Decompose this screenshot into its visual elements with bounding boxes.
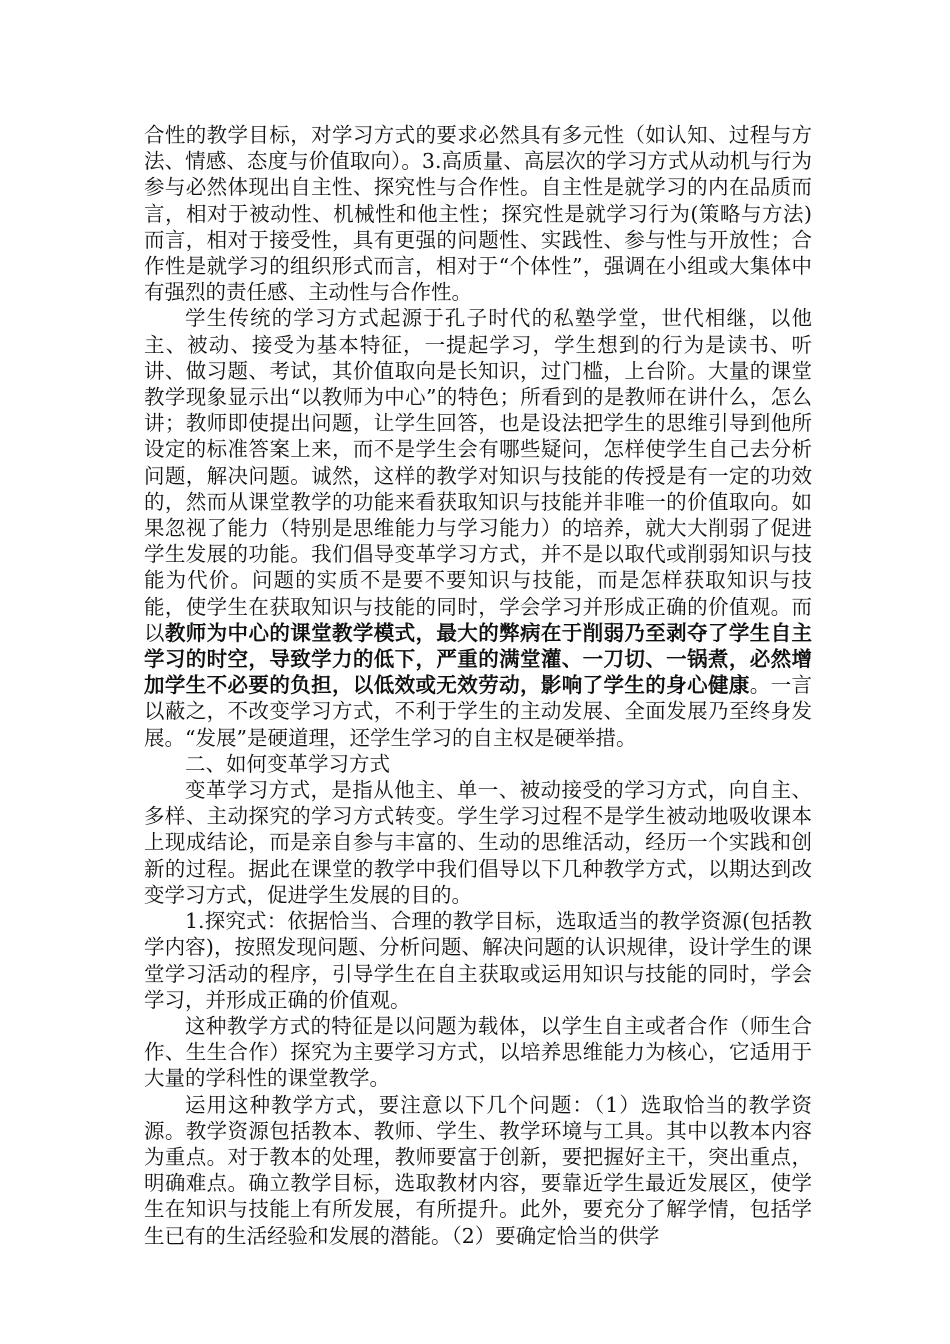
paragraph-traditional-learning [144, 305, 812, 750]
paragraph-method-issues: 运用这种教学方式，要注意以下几个问题：（1）选取恰当的教学资源。教学资源包括教本、教师、学生、教学环境与工具。其中以教本内容为重点。对于教本的处理，教师要富于创新，要把握好主干，突出重点，明确难点。确立教学目标，选取教材内容，要靠近学生最近发展区，使学生在知识与技能上有所发展，有所提升。此外，要充分了解学情，包括学生已有的生活经验和发展的潜能。（2）要确定恰当的供学 [144, 1092, 812, 1248]
emphasized-text: 教师为中心的课堂教学模式，最大的弊病在于削弱乃至剥夺了学生自主学习的时空，导致学力的低下，严重的满堂灌、一刀切、一锅煮，必然增加学生不必要的负担，以低效或无效劳动，影响了学生的身心健康 [144, 620, 813, 698]
paragraph-method-features: 这种教学方式的特征是以问题为载体，以学生自主或者合作（师生合作、生生合作）探究为主要学习方式，以培养思维能力为核心，它适用于大量的学科性的课堂教学。 [144, 1013, 812, 1091]
paragraph-inquiry-method: 1.探究式：依据恰当、合理的教学目标，选取适当的教学资源(包括教学内容)，按照发现问题、分析问题、解决问题的认识规律，设计学生的课堂学习活动的程序，引导学生在自主获取或运用知识与技能的同时，学会学习，并形成正确的价值观。 [144, 909, 812, 1012]
paragraph-text: 。一言以蔽之，不改变学习方式，不利于学生的主动发展、全面发展乃至终身发展。“发展”是硬道理，还学生学习的自主权是硬举措。 [144, 673, 813, 750]
paragraph-text: 学生传统的学习方式起源于孔子时代的私塾学堂，世代相继，以他主、被动、接受为基本特征，一提起学习，学生想到的行为是读书、听讲、做习题、考试，其价值取向是长知识，过门槛，上台阶。大量的课堂教学现象显示出“以教师为中心”的特色；所看到的是教师在讲什么，怎么讲；教师即使提出问题，让学生回答，也是设法把学生的思维引导到他所设定的标准答案上来，而不是学生会有哪些疑问，怎样使学生自己去分析问题，解决问题。诚然，这样的教学对知识与技能的传授是有一定的功效的，然而从课堂教学的功能来看获取知识与技能并非唯一的价值取向。如果忽视了能力（特别是思维能力与学习能力）的培养，就大大削弱了促进学生发展的功能。我们倡导变革学习方式，并不是以取代或削弱知识与技能为代价。问题的实质不是要不要知识与技能，而是怎样获取知识与技能，使学生在获取知识与技能的同时，学会学习并形成正确的价值观。而以 [144, 306, 812, 645]
paragraph-continued: 合性的教学目标，对学习方式的要求必然具有多元性（如认知、过程与方法、情感、态度与价值取向）。3.高质量、高层次的学习方式从动机与行为参与必然体现出自主性、探究性与合作性。自主性是就学习的内在品质而言，相对于被动性、机械性和他主性；探究性是就学习行为(策略与方法)而言，相对于接受性，具有更强的问题性、实践性、参与性与开放性；合作性是就学习的组织形式而言，相对于“个体性”，强调在小组或大集体中有强烈的责任感、主动性与合作性。 [144, 123, 812, 305]
section-heading: 二、如何变革学习方式 [185, 751, 390, 776]
document-page [144, 122, 812, 1249]
paragraph-reform-definition: 变革学习方式，是指从他主、单一、被动接受的学习方式，向自主、多样、主动探究的学习方式转变。学生学习过程不是学生被动地吸收课本上现成结论，而是亲自参与丰富的、生动的思维活动，经历一个实践和创新的过程。据此在课堂的教学中我们倡导以下几种教学方式，以期达到改变学习方式，促进学生发展的目的。 [144, 778, 812, 907]
